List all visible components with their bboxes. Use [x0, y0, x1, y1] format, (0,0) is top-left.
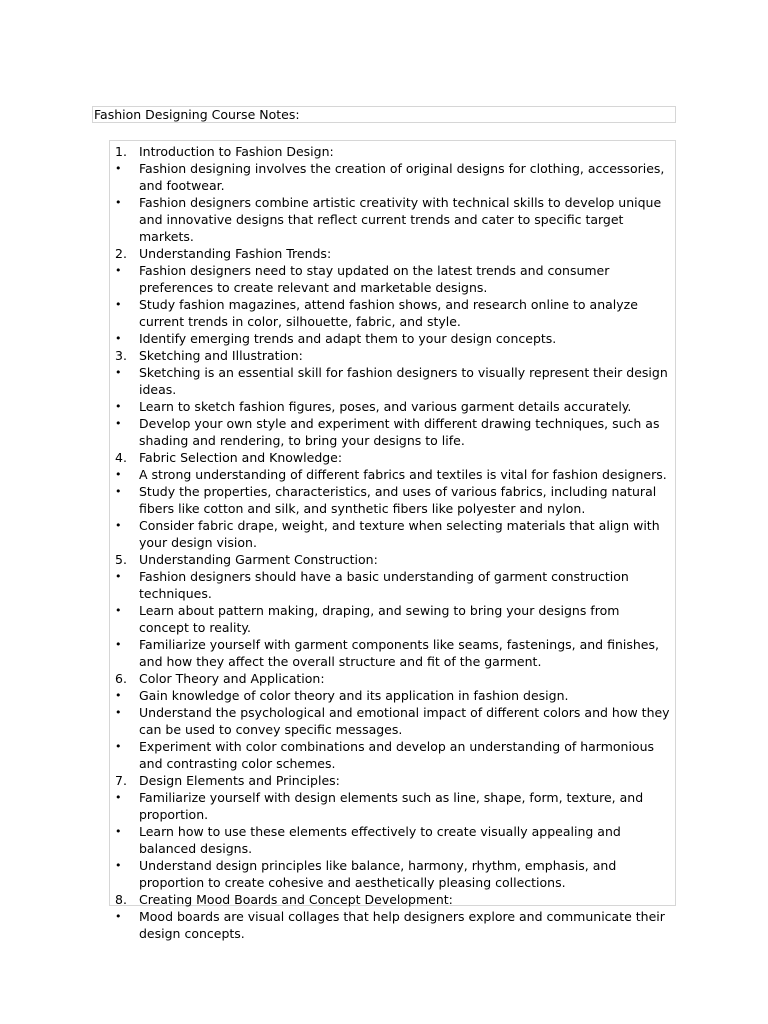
bullet-list-item [110, 296, 675, 330]
numbered-section-heading [110, 449, 675, 466]
bullet-list-item [110, 194, 675, 245]
section-title: Understanding Garment Construction: [139, 552, 378, 567]
bullet-text: Study fashion magazines, attend fashion shows, and research online to analyze current trends in color, silhouette, fabric, and style. [139, 297, 638, 329]
bullet-marker: • [115, 417, 122, 430]
bullet-text: Learn how to use these elements effectively to create visually appealing and balanced designs. [139, 824, 621, 856]
bullet-marker: • [115, 604, 122, 617]
bullet-marker: • [115, 825, 122, 838]
bullet-text: Gain knowledge of color theory and its application in fashion design. [139, 688, 569, 703]
document-title: Fashion Designing Course Notes: [94, 107, 300, 122]
bullet-marker: • [115, 196, 122, 209]
bullet-marker: • [115, 485, 122, 498]
bullet-list-item [110, 602, 675, 636]
bullet-marker: • [115, 298, 122, 311]
bullet-list-item [110, 262, 675, 296]
bullet-text: Consider fabric drape, weight, and texture when selecting materials that align with your design vision. [139, 518, 660, 550]
bullet-list-item [110, 789, 675, 823]
bullet-marker: • [115, 162, 122, 175]
bullet-text: Fashion designers combine artistic creativity with technical skills to develop unique and innovative designs that reflect current trends and cater to specific target markets. [139, 195, 662, 244]
bullet-text: Understand design principles like balance, harmony, rhythm, emphasis, and proportion to create cohesive and aesthetically pleasing collections. [139, 858, 617, 890]
document-title-box [92, 106, 676, 123]
bullet-text: Sketching is an essential skill for fashion designers to visually represent their design ideas. [139, 365, 668, 397]
numbered-section-heading [110, 772, 675, 789]
bullet-list-item [110, 415, 675, 449]
numbered-section-heading [110, 347, 675, 364]
section-title: Creating Mood Boards and Concept Development: [139, 892, 453, 907]
numbered-section-heading [110, 245, 675, 262]
bullet-marker: • [115, 519, 122, 532]
bullet-list-item [110, 636, 675, 670]
bullet-marker: • [115, 638, 122, 651]
section-number: 8. [115, 892, 127, 907]
bullet-text: Experiment with color combinations and develop an understanding of harmonious and contrasting color schemes. [139, 739, 655, 771]
bullet-marker: • [115, 791, 122, 804]
bullet-text: Mood boards are visual collages that help designers explore and communicate their design concepts. [139, 909, 665, 941]
bullet-list-item [110, 466, 675, 483]
bullet-text: Fashion designing involves the creation of original designs for clothing, accessories, and footwear. [139, 161, 665, 193]
section-number: 2. [115, 246, 127, 261]
bullet-list-item [110, 517, 675, 551]
section-title: Color Theory and Application: [139, 671, 325, 686]
numbered-section-heading [110, 551, 675, 568]
bullet-marker: • [115, 859, 122, 872]
bullet-marker: • [115, 468, 122, 481]
bullet-list-item [110, 568, 675, 602]
section-title: Understanding Fashion Trends: [139, 246, 332, 261]
bullet-text: Familiarize yourself with design elements such as line, shape, form, texture, and proportion. [139, 790, 644, 822]
section-title: Design Elements and Principles: [139, 773, 340, 788]
bullet-list-item [110, 483, 675, 517]
bullet-list-item [110, 160, 675, 194]
bullet-text: Learn about pattern making, draping, and sewing to bring your designs from concept to reality. [139, 603, 620, 635]
section-number: 1. [115, 144, 127, 159]
numbered-section-heading [110, 670, 675, 687]
bullet-text: Fashion designers need to stay updated on the latest trends and consumer preferences to create relevant and marketable designs. [139, 263, 610, 295]
numbered-section-heading [110, 143, 675, 160]
bullet-text: A strong understanding of different fabrics and textiles is vital for fashion designers. [139, 467, 667, 482]
bullet-marker: • [115, 264, 122, 277]
bullet-list-item [110, 738, 675, 772]
bullet-list-item [110, 704, 675, 738]
bullet-marker: • [115, 400, 122, 413]
bullet-text: Fashion designers should have a basic understanding of garment construction techniques. [139, 569, 629, 601]
section-title: Introduction to Fashion Design: [139, 144, 334, 159]
bullet-text: Learn to sketch fashion figures, poses, and various garment details accurately. [139, 399, 632, 414]
bullet-marker: • [115, 689, 122, 702]
bullet-marker: • [115, 910, 122, 923]
section-number: 6. [115, 671, 127, 686]
course-notes-list [109, 140, 676, 941]
section-number: 5. [115, 552, 127, 567]
bullet-list-item [110, 908, 675, 942]
bullet-marker: • [115, 706, 122, 719]
section-title: Fabric Selection and Knowledge: [139, 450, 343, 465]
section-number: 4. [115, 450, 127, 465]
numbered-section-heading [110, 891, 675, 908]
bullet-text: Understand the psychological and emotional impact of different colors and how they can be used to convey specific messages. [139, 705, 670, 737]
bullet-marker: • [115, 740, 122, 753]
bullet-list-item [110, 687, 675, 704]
bullet-marker: • [115, 570, 122, 583]
bullet-list-item [110, 398, 675, 415]
bullet-text: Familiarize yourself with garment components like seams, fastenings, and finishes, and how they affect the overall structure and fit of the garment. [139, 637, 659, 669]
bullet-text: Identify emerging trends and adapt them to your design concepts. [139, 331, 557, 346]
bullet-text: Study the properties, characteristics, and uses of various fabrics, including natural fibers like cotton and silk, and synthetic fibers like polyester and nylon. [139, 484, 657, 516]
bullet-list-item [110, 330, 675, 347]
section-number: 3. [115, 348, 127, 363]
bullet-marker: • [115, 332, 122, 345]
section-title: Sketching and Illustration: [139, 348, 303, 363]
bullet-list-item [110, 364, 675, 398]
bullet-list-item [110, 857, 675, 891]
section-number: 7. [115, 773, 127, 788]
bullet-text: Develop your own style and experiment with different drawing techniques, such as shading and rendering, to bring your designs to life. [139, 416, 660, 448]
bullet-marker: • [115, 366, 122, 379]
bullet-list-item [110, 823, 675, 857]
